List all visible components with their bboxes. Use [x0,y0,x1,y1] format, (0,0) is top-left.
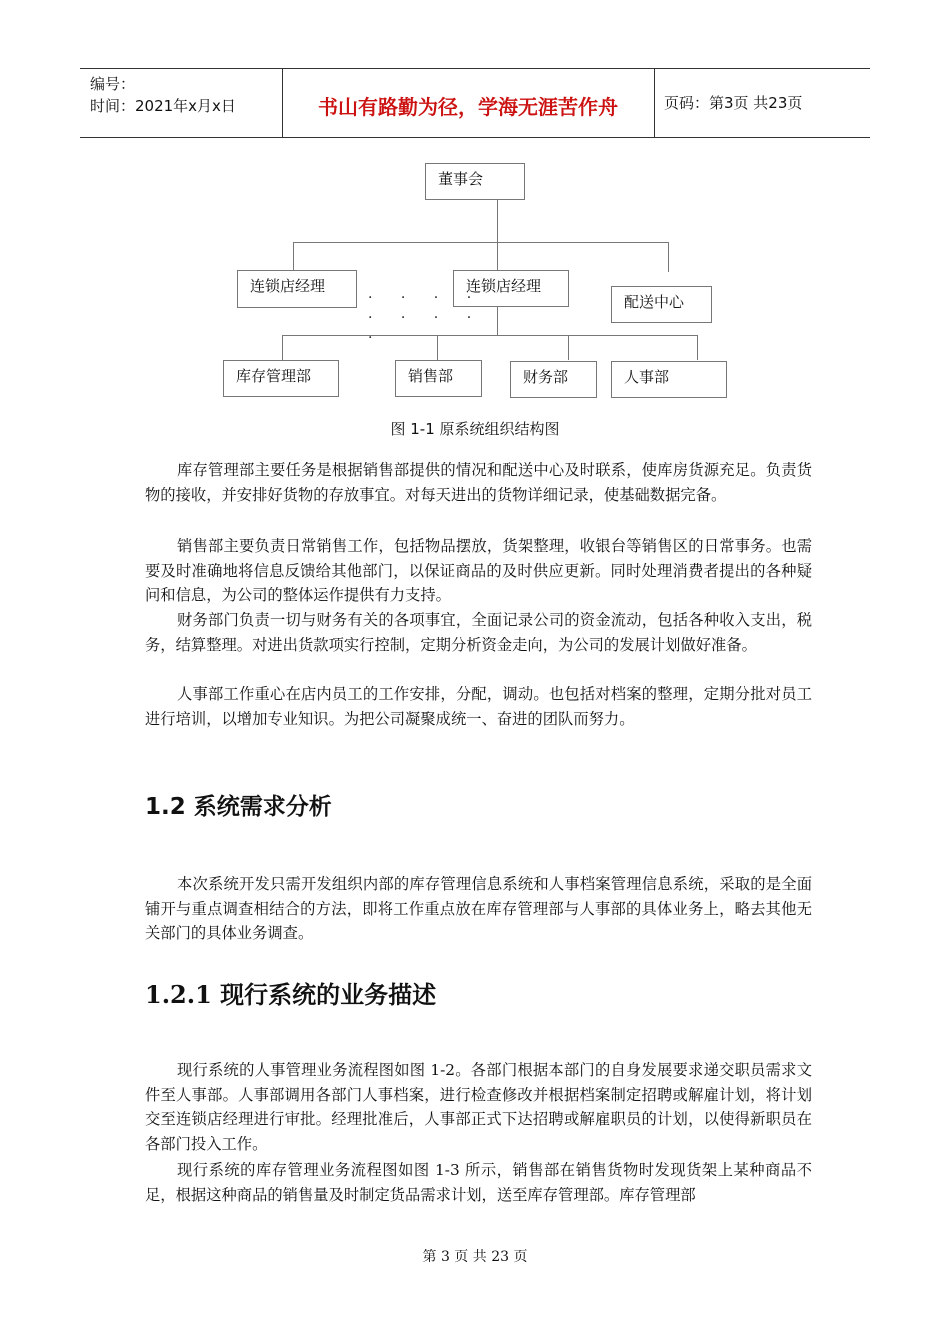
header-divider [654,69,655,137]
connector-line [497,200,498,242]
paragraph-finance: 财务部门负责一切与财务有关的各项事宜，全面记录公司的资金流动，包括各种收入支出，税务，结算整理。对进出货款项实行控制，定期分析资金走向，为公司的发展计划做好准备。 [145,611,812,654]
connector-line [437,335,438,360]
connector-line [697,335,698,360]
paragraph-hr-flow: 现行系统的人事管理业务流程图如图 1-2。各部门根据本部门的自身发展要求递交职员需求文件至人事部。人事部调用各部门人事档案，进行检查修改并根据档案制定招聘或解雇计划，将计划交至连锁店经理进行审批。经理批准后，人事部正式下达招聘或解雇职员的计划，以使得新职员在各部门投入工作。 [145,1061,812,1153]
connector-line [282,335,698,336]
number-label: 编号： [90,75,136,93]
node-inventory-dept: 库存管理部 [223,360,339,397]
connector-line [293,242,669,243]
connector-line [497,242,498,270]
paragraph-inventory: 库存管理部主要任务是根据销售部提供的情况和配送中心及时联系，使库房货源充足。负责货物的接收，并安排好货物的存放事宜。对每天进出的货物详细记录，使基础数据完备。 [145,461,812,504]
page-footer: 第 3 页 共 23 页 [422,1249,528,1265]
figure-caption: 图 1-1 原系统组织结构图 [390,420,560,438]
paragraph-hr: 人事部工作重心在店内员工的工作安排，分配，调动。也包括对档案的整理，定期分批对员工进行培训，以增加专业知识。为把公司凝聚成统一、奋进的团队而努力。 [145,685,812,728]
node-distribution-center: 配送中心 [611,286,712,323]
connector-line [668,242,669,272]
connector-line [497,307,498,335]
section-heading-1-2-1: 1.2.1 现行系统的业务描述 [145,980,437,1009]
paragraph-inventory-flow: 现行系统的库存管理业务流程图如图 1-3 所示，销售部在销售货物时发现货架上某种商品不足，根据这种商品的销售量及时制定货品需求计划，送至库存管理部。库存管理部 [145,1161,812,1204]
connector-line [293,242,294,270]
section-heading-1-2: 1.2 系统需求分析 [145,794,332,820]
connector-line [568,335,569,360]
date-label: 时间：2021年x月x日 [90,97,236,115]
node-finance-dept: 财务部 [510,361,597,398]
paragraph-scope: 本次系统开发只需开发组织内部的库存管理信息系统和人事档案管理信息系统，采取的是全面铺开与重点调查相结合的方法，即将工作重点放在库存管理部与人事部的具体业务上，略去其他无关部门的具体业务调查。 [145,875,812,942]
node-store-manager-right: 连锁店经理 [453,270,569,307]
ellipsis-dots: . . . . [368,286,484,302]
node-sales-dept: 销售部 [395,360,482,397]
connector-line [282,335,283,360]
paragraph-sales: 销售部主要负责日常销售工作，包括物品摆放，货架整理，收银台等销售区的日常事务。也需要及时准确地将信息反馈给其他部门，以保证商品的及时供应更新。同时处理消费者提出的各种疑问和信息，为公司的整体运作提供有力支持。 [145,537,812,604]
header-motto: 书山有路勤为径，学海无涯苦作舟 [318,95,618,119]
node-hr-dept: 人事部 [611,361,727,398]
node-store-manager-left: 连锁店经理 [237,270,357,308]
node-board: 董事会 [425,163,525,200]
ellipsis-dots: . . . . [368,306,484,322]
page-header [80,68,870,138]
ellipsis-dots: . [368,326,385,342]
header-page-info: 页码：第3页 共23页 [664,94,803,112]
header-meta [90,73,236,117]
